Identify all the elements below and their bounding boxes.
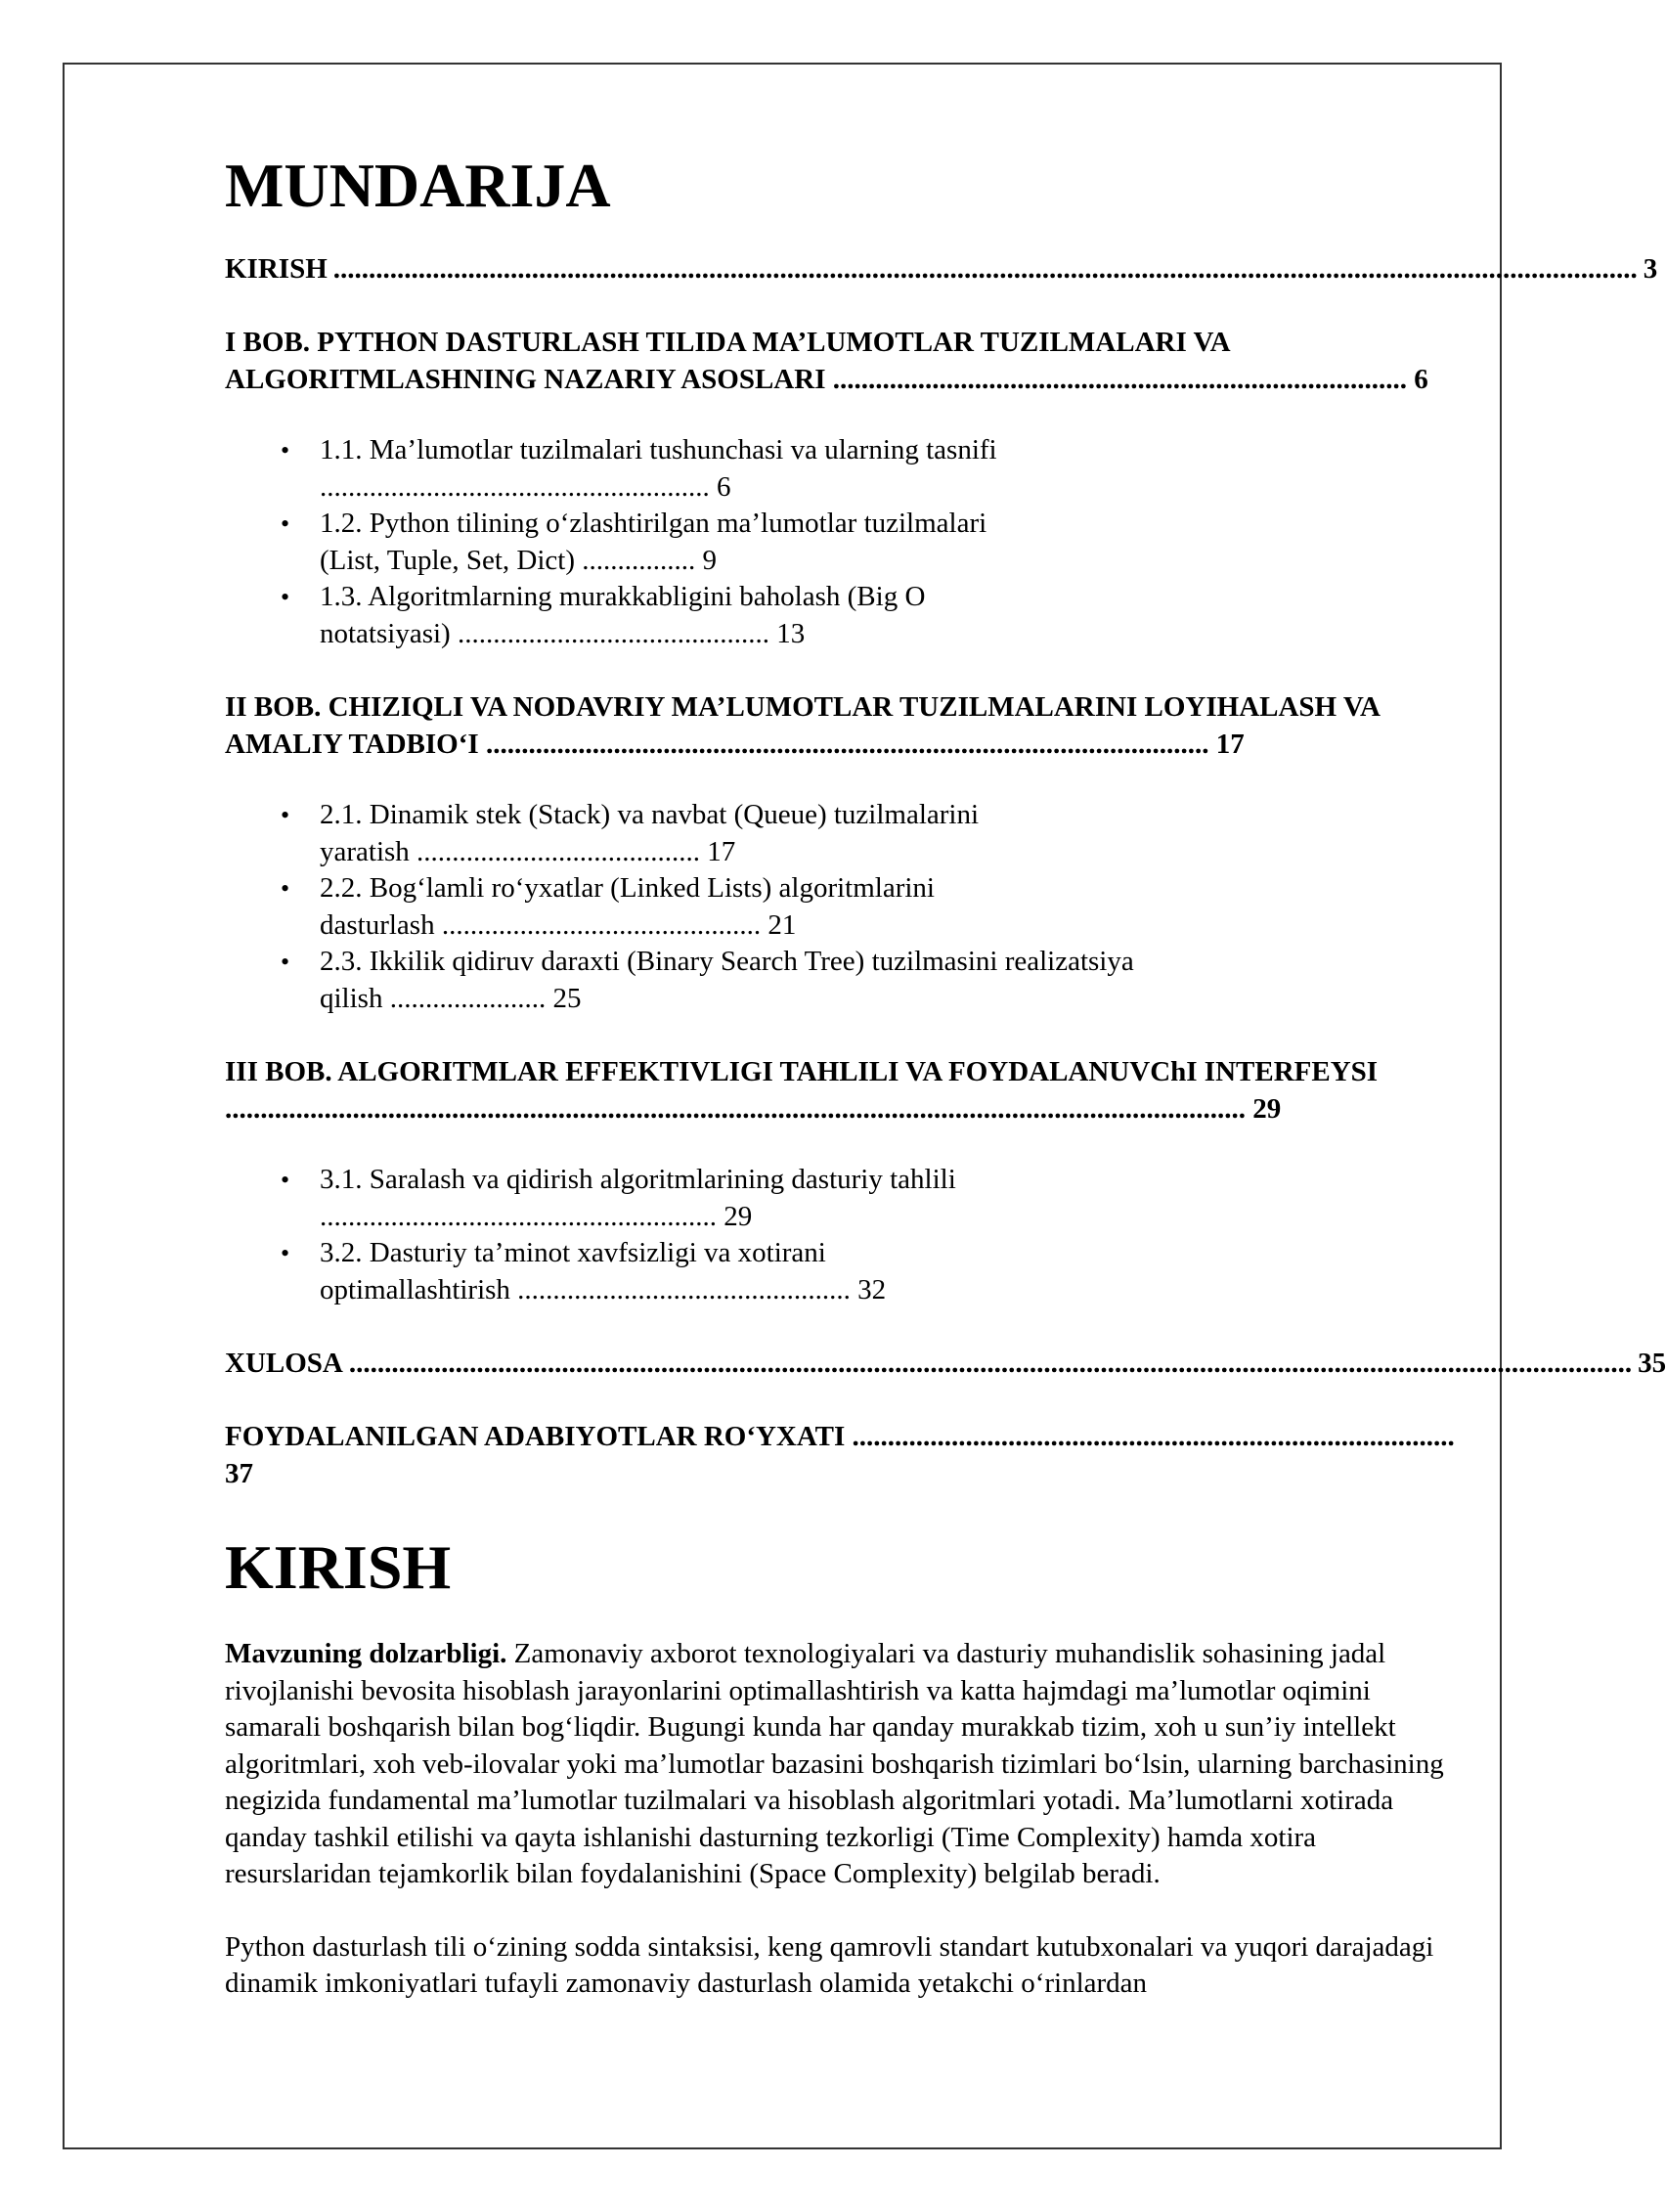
toc-page-number: 35 — [1638, 1348, 1666, 1379]
toc-page-number: 37 — [225, 1458, 253, 1489]
toc-leader-dots: ................................................................................. — [832, 364, 1407, 395]
toc-subsection-item[interactable]: • 1.2. Python tilining o‘zlashtirilgan ma’lumotlar tuzilmalari (List, Tuple, Set, Dict) ................ 9 — [225, 506, 1004, 579]
toc-entry-text: KIRISH — [225, 253, 328, 285]
toc-leader-dots: ..................................................................................................................................................................................... — [348, 1348, 1633, 1379]
kirish-paragraph-1 — [225, 1636, 1457, 1893]
toc-page-number: 3 — [1643, 253, 1658, 285]
toc-subsection-list — [225, 432, 1457, 652]
kirish-paragraph-2: Python dasturlash tili o‘zining sodda sintaksisi, keng qamrovli standart kutubxonalari va yuqori darajadagi dinamik imkoniyatlari tufayli zamonaviy dasturlash olamida yetakchi o‘rinlardan — [225, 1930, 1434, 1999]
toc-subsection-item[interactable]: • 2.1. Dinamik stek (Stack) va navbat (Queue) tuzilmalarini yaratish ........................................ 17 — [225, 797, 1004, 870]
toc-leader-dots: ........................................................................................................................................................................................ — [332, 253, 1638, 285]
toc-leader-dots: ................................................................................................................................................ — [225, 1093, 1246, 1125]
toc-entry-bob-3[interactable] — [225, 1053, 1457, 1128]
toc-page-number: 17 — [1208, 729, 1245, 760]
toc-leader-dots: ...................................................................................................... — [485, 729, 1209, 760]
toc-subsection-list — [225, 1162, 1457, 1308]
toc-subsection-list — [225, 797, 1457, 1017]
toc-subsection-item[interactable]: • 1.1. Ma’lumotlar tuzilmalari tushunchasi va ularning tasnifi ....................................................... 6 — [225, 432, 1004, 506]
toc-entry-text: III BOB. ALGORITMLAR EFFEKTIVLIGI TAHLILI VA FOYDALANUVChI INTERFEYSI ................................................................................................................................................ 29 — [225, 1056, 1379, 1125]
toc-subsection-item[interactable]: • 2.2. Bog‘lamli ro‘yxatlar (Linked Lists) algoritmlarini dasturlash ............................................. 21 — [225, 870, 1004, 944]
toc-subsection-item[interactable]: • 3.2. Dasturiy ta’minot xavfsizligi va xotirani optimallashtirish ............................................... 32 — [225, 1235, 1004, 1308]
toc-subsection-item[interactable]: • 3.1. Saralash va qidirish algoritmlarining dasturiy tahlili ........................................................ 29 — [225, 1162, 1004, 1235]
toc-subsection-item[interactable]: • 2.3. Ikkilik qidiruv daraxti (Binary Search Tree) tuzilmasini realizatsiya qilish ...................... 25 — [225, 944, 1200, 1017]
kirish-heading: KIRISH — [225, 1532, 452, 1602]
toc-entry-text: I BOB. PYTHON DASTURLASH TILIDA MA’LUMOTLAR TUZILMALARI VA ALGORITMLASHNING NAZARIY ASOSLARI ................................................................................. 6 — [225, 327, 1428, 395]
toc-entry-text: II BOB. CHIZIQLI VA NODAVRIY MA’LUMOTLAR TUZILMALARINI LOYIHALASH VA AMALIY TADBIO‘I ...................................................................................................... 17 — [225, 691, 1380, 760]
toc-entry-text: XULOSA — [225, 1348, 343, 1379]
toc-entry-kirish[interactable] — [225, 250, 1658, 288]
toc-entry-xulosa[interactable] — [225, 1345, 1666, 1382]
toc-subsection-item[interactable]: • 1.3. Algoritmlarning murakkabligini baholash (Big O notatsiyasi) ............................................ 13 — [225, 579, 1004, 652]
document-content — [225, 147, 1666, 2039]
toc-leader-dots: ..................................................................................... — [852, 1421, 1455, 1452]
toc-entry-adabiyotlar[interactable] — [225, 1418, 1457, 1492]
toc-title: MUNDARIJA — [225, 151, 611, 220]
toc-entry-text: FOYDALANILGAN ADABIYOTLAR RO‘YXATI — [225, 1421, 853, 1452]
paragraph-lead: Mavzuning dolzarbligi. — [225, 1638, 507, 1669]
paragraph-text: Zamonaviy axborot texnologiyalari va dasturiy muhandislik sohasining jadal rivojlanishi bevosita hisoblash jarayonlarini optimallashtirish va katta hajmdagi ma’lumotlar oqimini samarali boshqarish bilan bog‘liqdir. Bugungi kunda har qanday murakkab tizim, xoh u sun’iy intellekt algoritmlari, xoh veb-ilovalar yoki ma’lumotlar bazasini boshqarish tizimlari bo‘lsin, ularning barchasining negizida fundamental ma’lumotlar tuzilmalari va hisoblash algoritmlari yotadi. Ma’lumotlarni xotirada qanday tashkil etilishi va qayta ishlanishi dasturning tezkorligi (Time Complexity) hamda xotira resurslaridan tejamkorlik bilan foydalanishini (Space Complexity) belgilab beradi. — [225, 1638, 1444, 1889]
toc-page-number: 29 — [1246, 1093, 1282, 1125]
toc-entry-bob-1[interactable] — [225, 324, 1457, 398]
toc-page-number: 6 — [1406, 364, 1428, 395]
toc-entry-bob-2[interactable] — [225, 688, 1457, 763]
